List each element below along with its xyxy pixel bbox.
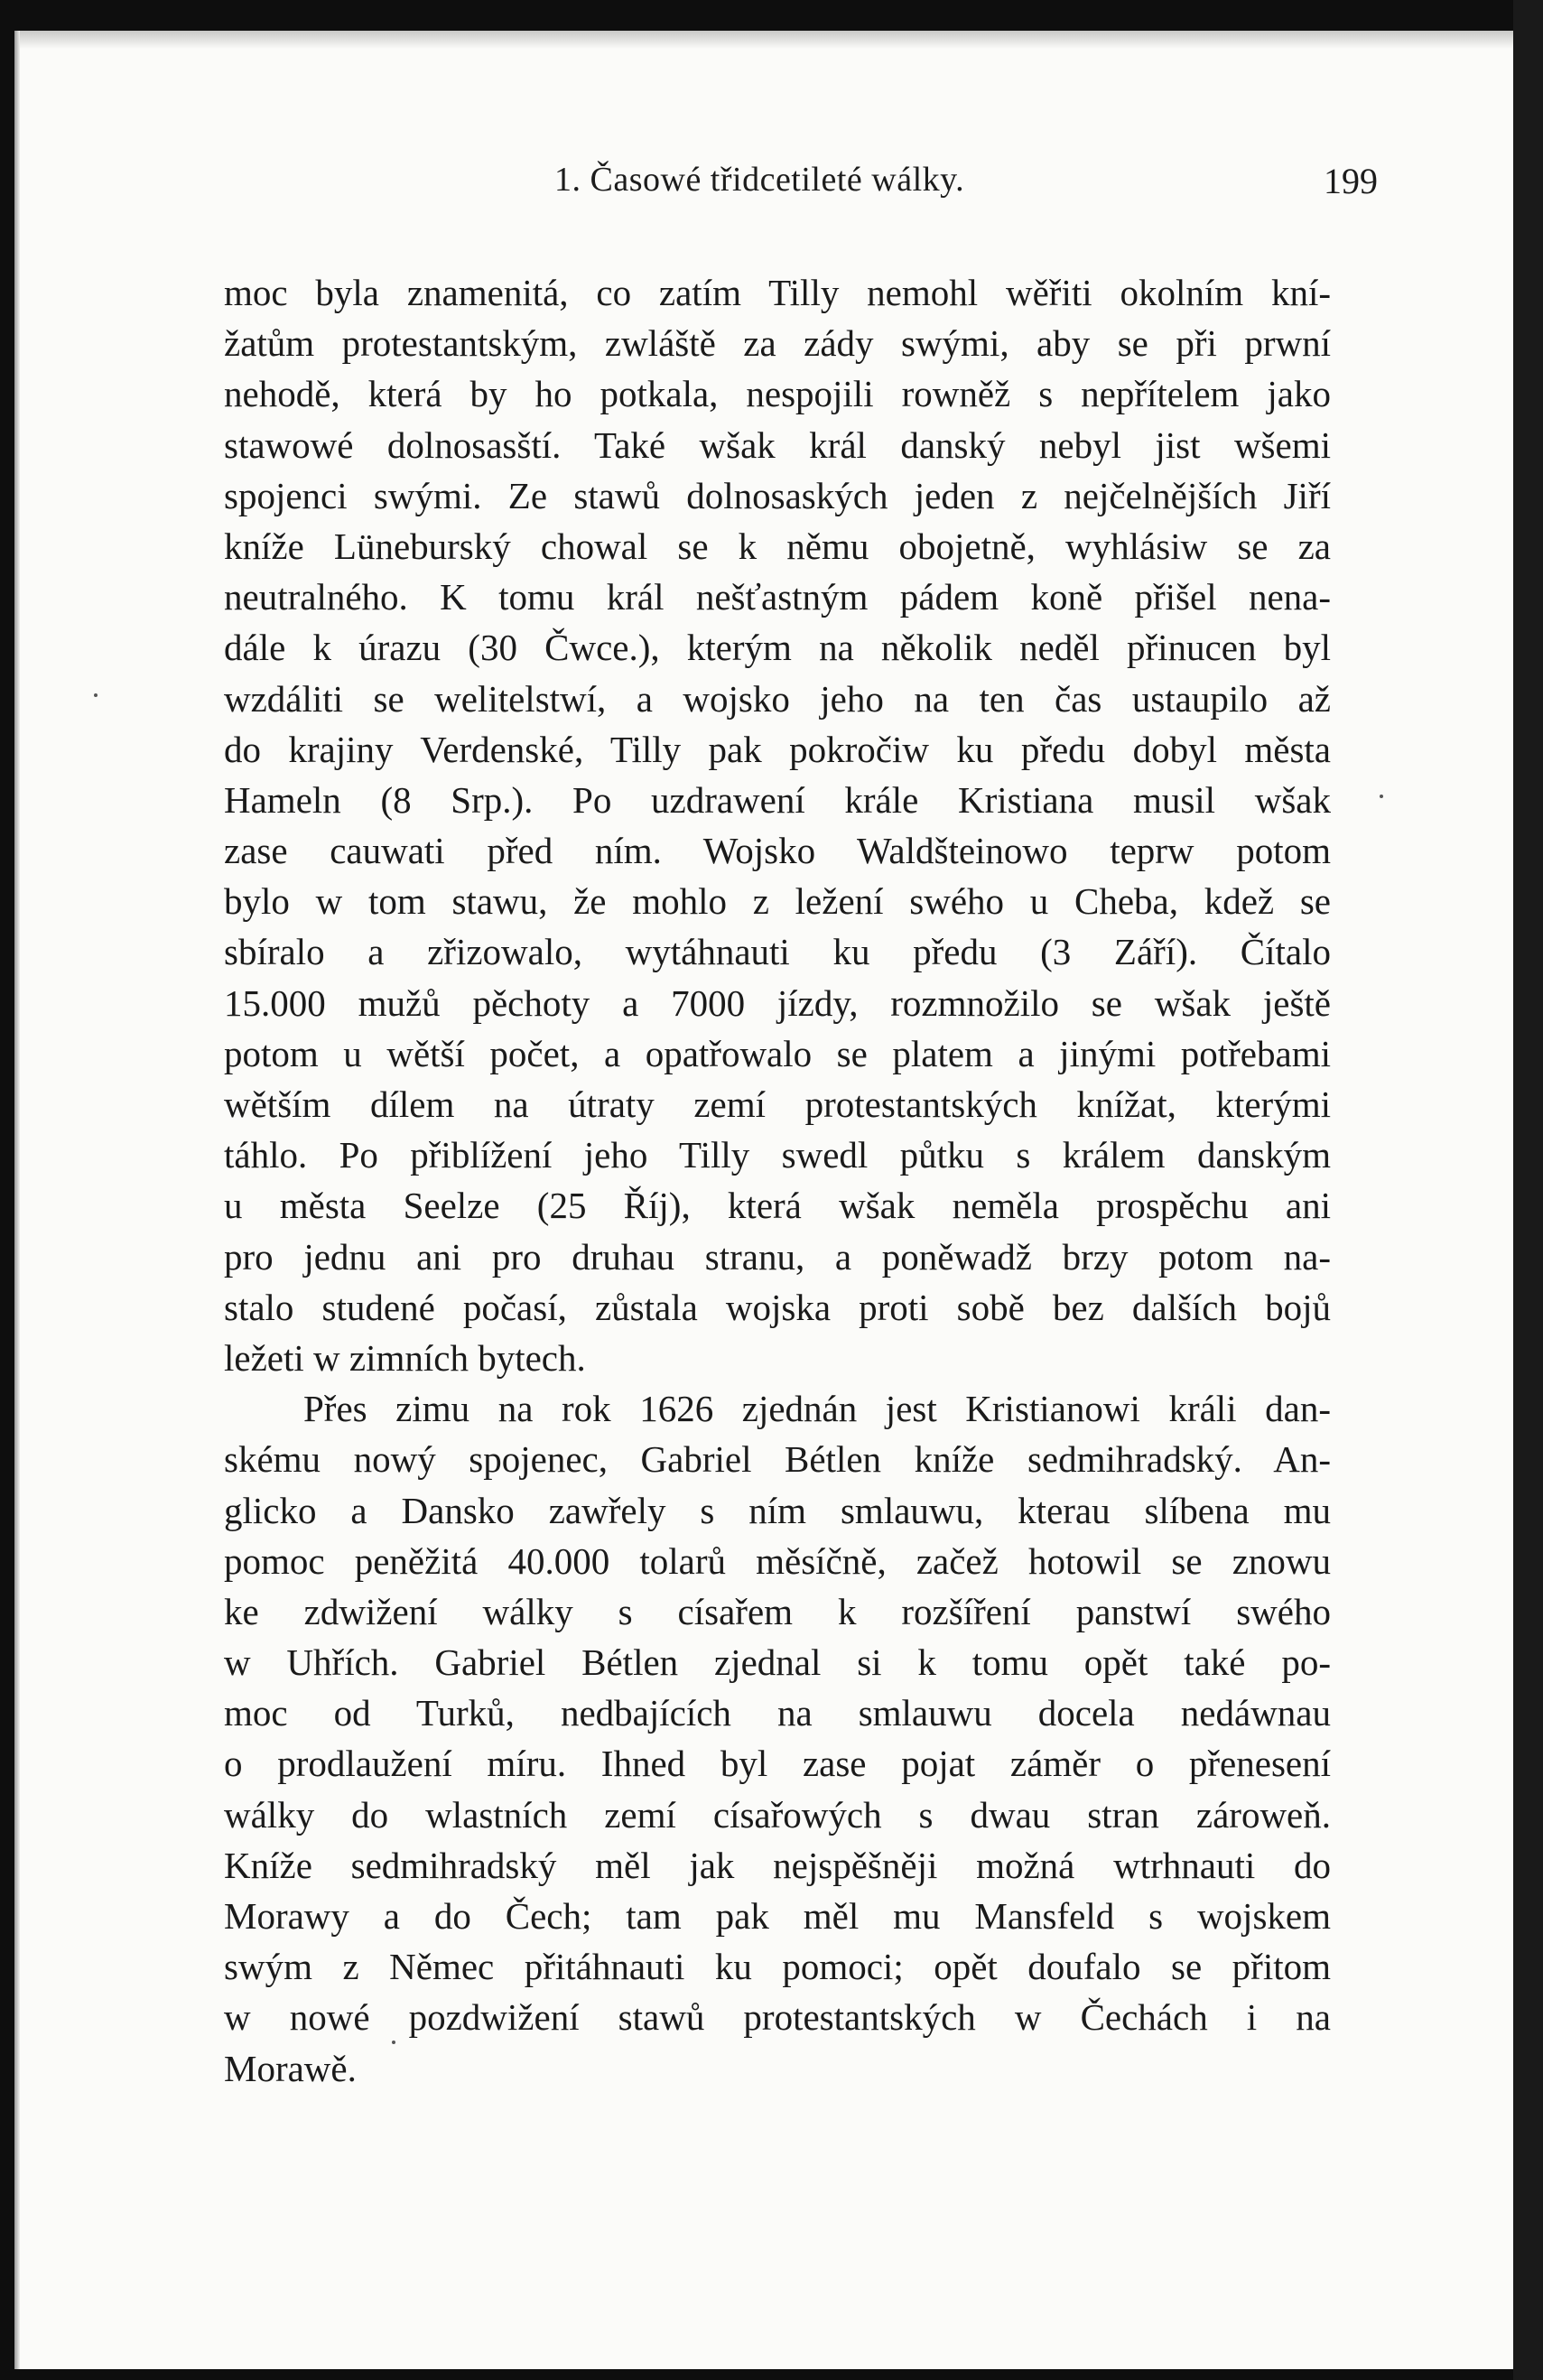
- text-line: stawowé dolnosasští. Také wšak král danský nebyl jist wšemi: [224, 423, 1331, 466]
- text-line: nehodě, která by ho potkala, nespojili rowněž s nepřítelem jako: [224, 373, 1331, 415]
- text-line: w Uhřích. Gabriel Bétlen zjednal si k tomu opět také po-: [224, 1641, 1331, 1684]
- page-number: 199: [1324, 161, 1378, 201]
- text-line: Morawy a do Čech; tam pak měl mu Mansfeld s wojskem: [224, 1895, 1331, 1937]
- page-top-shadow: [14, 31, 1513, 49]
- page-left-shadow: [14, 31, 20, 2369]
- paragraph-end-line: Morawě.: [224, 2047, 357, 2089]
- text-line: glicko a Dansko zawřely s ním smlauwu, kterau slíbena mu: [224, 1489, 1331, 1531]
- text-line: skému nowý spojenec, Gabriel Bétlen kníže sedmihradský. An-: [224, 1438, 1331, 1481]
- text-line: ke zdwižení wálky s císařem k rozšíření panstwí swého: [224, 1590, 1331, 1632]
- text-line: bylo w tom stawu, že mohlo z ležení swého u Cheba, kdež se: [224, 880, 1331, 923]
- text-line: u města Seelze (25 Říj), která wšak neměla prospěchu ani: [224, 1185, 1331, 1227]
- text-line: sbíralo a zřizowalo, wytáhnauti ku předu (3 Září). Čítalo: [224, 931, 1331, 973]
- text-line: wětším dílem na útraty zemí protestantských knížat, kterými: [224, 1083, 1331, 1125]
- text-line: dále k úrazu (30 Čwce.), kterým na několik neděl přinucen byl: [224, 627, 1331, 669]
- text-line: do krajiny Verdenské, Tilly pak pokročiw ku předu dobyl města: [224, 728, 1331, 770]
- text-line: žatům protestantským, zwláště za zády swými, aby se při prwní: [224, 322, 1331, 365]
- text-line: swým z Němec přitáhnauti ku pomoci; opět doufalo se přitom: [224, 1946, 1331, 1988]
- text-line: 15.000 mužů pěchoty a 7000 jízdy, rozmnožilo se wšak ještě: [224, 981, 1331, 1024]
- text-line: stalo studené počasí, zůstala wojska proti sobě bez dalších bojů: [224, 1286, 1331, 1328]
- text-line: Hameln (8 Srp.). Po uzdrawení krále Kristiana musil wšak: [224, 778, 1331, 821]
- body-text: [224, 267, 1331, 2094]
- text-line: kníže Lüneburský chowal se k němu obojetně, wyhlásiw se za: [224, 525, 1331, 567]
- text-line: moc od Turků, nedbajících na smlauwu docela nedáwnau: [224, 1692, 1331, 1734]
- text-line: pomoc peněžitá 40.000 tolarů měsíčně, začež hotowil se znowu: [224, 1539, 1331, 1582]
- text-line: Kníže sedmihradský měl jak nejspěšněji možná wtrhnauti do: [224, 1844, 1331, 1886]
- running-head: [14, 160, 1513, 214]
- text-line: w nowé pozdwižení stawů protestantských w Čechách i na: [224, 1996, 1331, 2039]
- paragraph-start-line: Přes zimu na rok 1626 zjednán jest Kristianowi králi dan-: [303, 1388, 1331, 1430]
- text-line: o prodlaužení míru. Ihned byl zase pojat záměr o přenesení: [224, 1743, 1331, 1785]
- book-page: [14, 31, 1513, 2369]
- text-line: táhlo. Po přiblížení jeho Tilly swedl půtku s králem danským: [224, 1134, 1331, 1176]
- chapter-heading: 1. Časowé třidcetileté wálky.: [554, 161, 965, 199]
- scan-border-right: [1513, 0, 1543, 2380]
- text-line: spojenci swými. Ze stawů dolnosaských jeden z nejčelnějších Jiří: [224, 474, 1331, 516]
- text-line: wálky do wlastních zemí císařowých s dwau stran zároweň.: [224, 1793, 1331, 1836]
- text-line: neutralného. K tomu král nešťastným pádem koně přišel nena-: [224, 576, 1331, 618]
- text-line: moc byla znamenitá, co zatím Tilly nemohl wěřiti okolním kní-: [224, 272, 1331, 313]
- paragraph-end-line: ležeti w zimních bytech.: [224, 1336, 586, 1379]
- paper-speck: [94, 693, 98, 697]
- text-line: potom u wětší počet, a opatřowalo se platem a jinými potřebami: [224, 1032, 1331, 1074]
- paper-speck: [392, 2041, 395, 2044]
- paper-speck: [1380, 795, 1383, 798]
- text-line: zase cauwati před ním. Wojsko Waldšteinowo teprw potom: [224, 830, 1331, 872]
- text-line: wzdáliti se welitelstwí, a wojsko jeho na ten čas ustaupilo až: [224, 677, 1331, 720]
- text-line: pro jednu ani pro druhau stranu, a poněwadž brzy potom na-: [224, 1235, 1331, 1278]
